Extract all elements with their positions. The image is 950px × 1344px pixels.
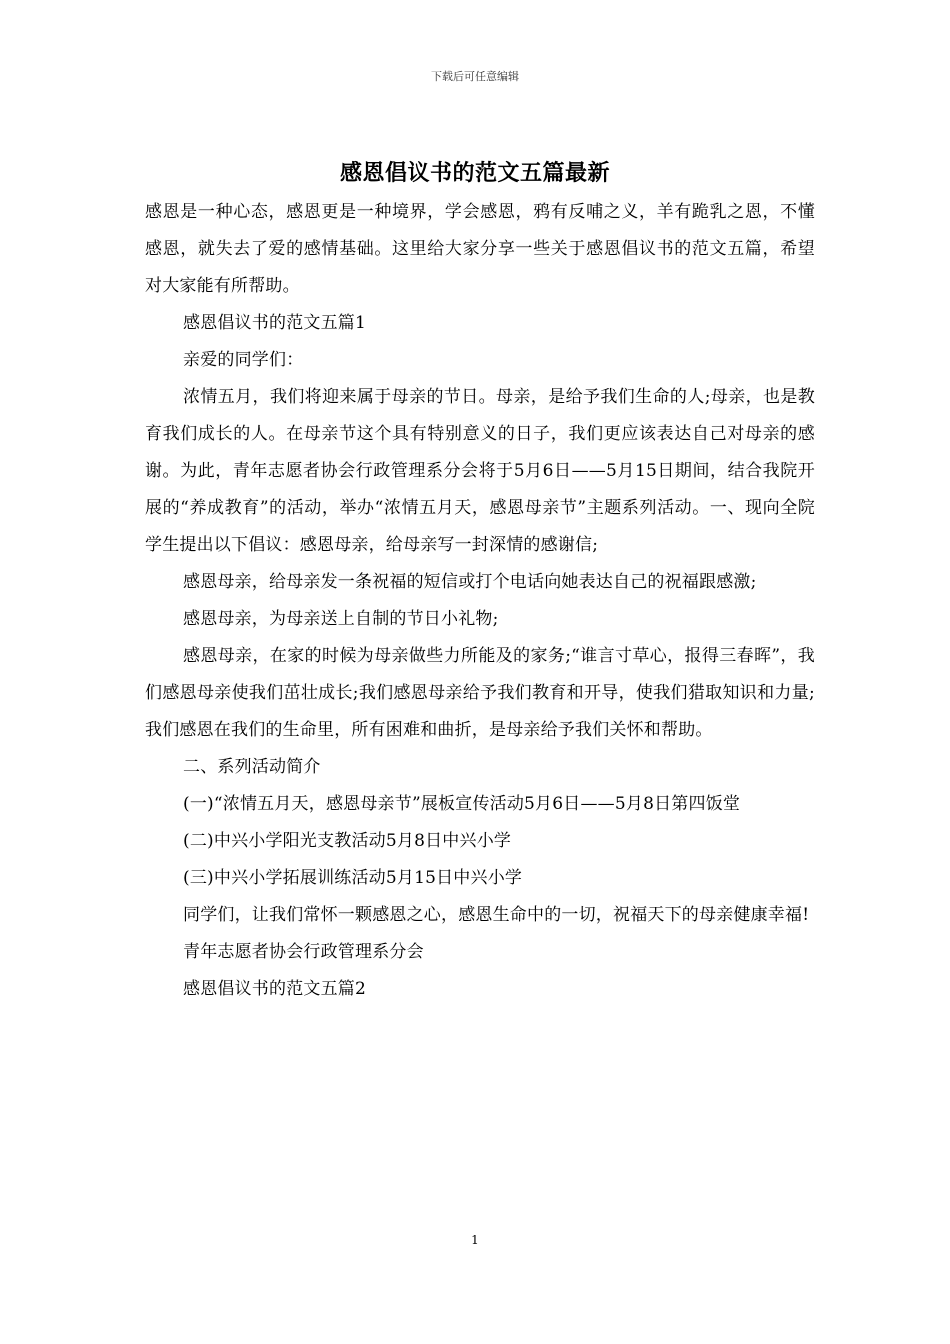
activity-item: (一)“浓情五月天，感恩母亲节”展板宣传活动5月6日——5月8日第四饭堂 (183, 794, 741, 814)
section-heading-activities: 二、系列活动简介 (183, 757, 321, 777)
header-note: 下载后可任意编辑 (431, 70, 519, 83)
salutation: 亲爱的同学们： (183, 350, 304, 370)
page-number: 1 (471, 1233, 479, 1247)
paragraph: 浓情五月，我们将迎来属于母亲的节日。母亲，是给予我们生命的人;母亲，也是教育我们成长的人。在母亲节这个具有特别意义的日子，我们更应该表达自己对母亲的感谢。为此，青年志愿者协会行政管理系分会将于5月6日——5月15日期间，结合我院开展的“养成教育”的活动，举办“浓情五月天，感恩母亲节”主题系列活动。一、现向全院学生提出以下倡议：感恩母亲，给母亲写一封深情的感谢信; (145, 387, 815, 555)
paragraph: 感恩母亲，为母亲送上自制的节日小礼物; (183, 609, 499, 629)
section-heading-1: 感恩倡议书的范文五篇1 (183, 313, 367, 333)
activity-item: (三)中兴小学拓展训练活动5月15日中兴小学 (183, 868, 523, 888)
paragraph: 感恩母亲，给母亲发一条祝福的短信或打个电话向她表达自己的祝福跟感激; (183, 572, 757, 592)
document-body (145, 194, 815, 1008)
document-title: 感恩倡议书的范文五篇最新 (339, 160, 610, 186)
activity-item: (二)中兴小学阳光支教活动5月8日中兴小学 (183, 831, 512, 851)
closing-paragraph: 同学们，让我们常怀一颗感恩之心，感恩生命中的一切，祝福天下的母亲健康幸福! (183, 905, 810, 925)
paragraph: 感恩母亲，在家的时候为母亲做些力所能及的家务;“谁言寸草心，报得三春晖”，我们感恩母亲使我们茁壮成长;我们感恩母亲给予我们教育和开导，使我们猎取知识和力量;我们感恩在我们的生命里，所有困难和曲折，是母亲给予我们关怀和帮助。 (145, 646, 815, 740)
paragraph-intro: 感恩是一种心态，感恩更是一种境界，学会感恩，鸦有反哺之义，羊有跪乳之恩，不懂感恩，就失去了爱的感情基础。这里给大家分享一些关于感恩倡议书的范文五篇，希望对大家能有所帮助。 (145, 202, 815, 296)
section-heading-2: 感恩倡议书的范文五篇2 (183, 979, 367, 999)
signature: 青年志愿者协会行政管理系分会 (183, 942, 424, 962)
